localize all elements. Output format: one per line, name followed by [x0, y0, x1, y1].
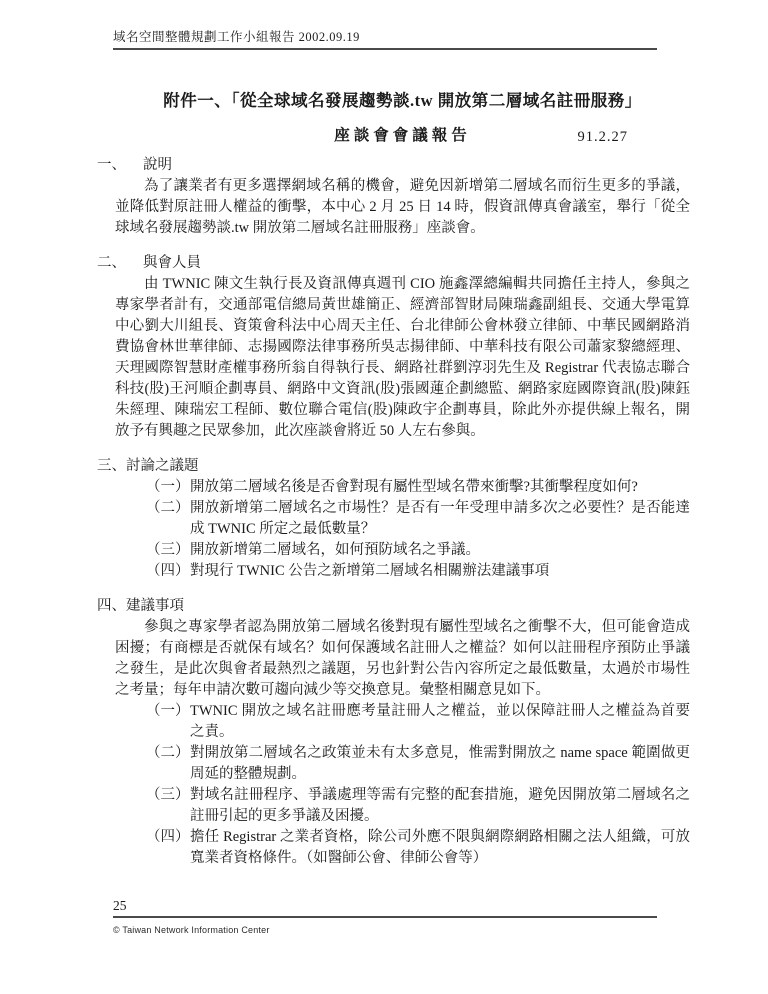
page-footer: [113, 898, 657, 935]
running-header-text: 域名空間整體規劃工作小組報告 2002.09.19: [113, 30, 360, 44]
item-text: 開放第二層域名後是否會對現有屬性型域名帶來衝擊?其衝擊程度如何?: [190, 479, 638, 495]
section-heading: [97, 456, 690, 477]
section-paragraph: 為了讓業者有更多選擇網域名稱的機會，避免因新增第二層域名而衍生更多的爭議，並降低對原註冊人權益的衝擊，本中心 2 月 25 日 14 時，假資訊傳真會議室，舉行「從全球域名發展趨勢談.tw 開放第二層域名註冊服務」座談會。: [115, 178, 690, 236]
section-recommendations: [97, 596, 690, 869]
item-marker: （一）: [146, 479, 190, 495]
section-paragraph: 參與之專家學者認為開放第二層域名後對現有屬性型域名之衝擊不大，但可能會造成困擾；有商標是否就保有域名？如何保護域名註冊人之權益？如何以註冊程序預防止爭議之發生，是此次與會者最熱烈之議題，另也針對公告內容所定之最低數量，太過於市場性之考量；每年申請次數可趨向減少等交換意見。彙整相關意見如下。: [115, 619, 690, 698]
attachment-title: 附件一、「從全球域名發展趨勢談.tw 開放第二層域名註冊服務」: [163, 91, 642, 110]
subtitle-row: [115, 125, 690, 147]
item-text: 對開放第二層域名之政策並未有太多意見，惟需對開放之 name space 範圍做更周延的整體規劃。: [190, 745, 690, 782]
list-item: [146, 477, 690, 498]
item-marker: （四）: [146, 563, 190, 579]
section-heading: [97, 253, 690, 274]
section-title: 說明: [143, 157, 172, 173]
item-marker: （三）: [146, 542, 190, 558]
list-item: [146, 785, 690, 827]
section-title: 討論之議題: [126, 458, 199, 474]
section-title: 與會人員: [143, 255, 201, 271]
list-item: [146, 540, 690, 561]
report-subtitle: 座談會會議報告: [334, 127, 471, 144]
item-text: 開放新增第二層域名之市場性？是否有一年受理申請多次之必要性？是否能達成 TWNIC 所定之最低數量？: [190, 500, 690, 537]
list-item: [146, 743, 690, 785]
running-header: [113, 27, 657, 50]
section-explanation: [97, 155, 690, 239]
section-paragraph: 由 TWNIC 陳文生執行長及資訊傳真週刊 CIO 施鑫澤總編輯共同擔任主持人，參與之專家學者計有，交通部電信總局黃世雄簡正、經濟部智財局陳瑞鑫副組長、交通大學電算中心劉大川組長、資策會科法中心周天主任、台北律師公會林發立律師、中華民國網路消費協會林世華律師、志揚國際法律事務所吳志揚律師、中華科技有限公司蕭家黎總經理、天理國際智慧財產權事務所翁自得執行長、網路社群劉淳羽先生及 Registrar 代表協志聯合科技(股)王河順企劃專員、網路中文資訊(股)張國蓮企劃總監、網路家庭國際資訊(股)陳鈺朱經理、陳瑞宏工程師、數位聯合電信(股)陳政宇企劃專員，除此外亦提供線上報名，開放予有興趣之民眾參加，此次座談會將近 50 人左右參與。: [115, 276, 690, 439]
item-text: TWNIC 開放之域名註冊應考量註冊人之權益，並以保障註冊人之權益為首要之責。: [190, 703, 690, 740]
section-title: 建議事項: [126, 598, 184, 614]
section-number: 一、: [97, 157, 126, 173]
section-heading: [97, 155, 690, 176]
section-number: 四、: [97, 598, 126, 614]
item-marker: （三）: [146, 787, 190, 803]
list-item: [146, 827, 690, 869]
page-number: 25: [113, 898, 657, 918]
item-marker: （二）: [146, 500, 190, 516]
recommendation-items: [146, 701, 690, 869]
list-item: [146, 701, 690, 743]
item-marker: （四）: [146, 829, 190, 845]
document-body: [97, 90, 690, 869]
copyright-notice: © Taiwan Network Information Center: [113, 925, 270, 935]
discussion-items: [146, 477, 690, 582]
item-text: 對域名註冊程序、爭議處理等需有完整的配套措施，避免因開放第二層域名之註冊引起的更多爭議及困擾。: [190, 787, 690, 824]
section-number: 三、: [97, 458, 126, 474]
list-item: [146, 561, 690, 582]
item-text: 擔任 Registrar 之業者資格，除公司外應不限與網際網路相關之法人組織，可放寬業者資格條件。（如醫師公會、律師公會等）: [190, 829, 690, 866]
section-discussion-topics: [97, 456, 690, 582]
item-text: 對現行 TWNIC 公告之新增第二層域名相關辦法建議事項: [190, 563, 550, 579]
section-number: 二、: [97, 255, 126, 271]
section-attendees: [97, 253, 690, 442]
item-marker: （一）: [146, 703, 190, 719]
report-date: 91.2.27: [577, 129, 628, 145]
item-text: 開放新增第二層域名，如何預防域名之爭議。: [190, 542, 480, 558]
list-item: [146, 498, 690, 540]
item-marker: （二）: [146, 745, 190, 761]
section-heading: [97, 596, 690, 617]
